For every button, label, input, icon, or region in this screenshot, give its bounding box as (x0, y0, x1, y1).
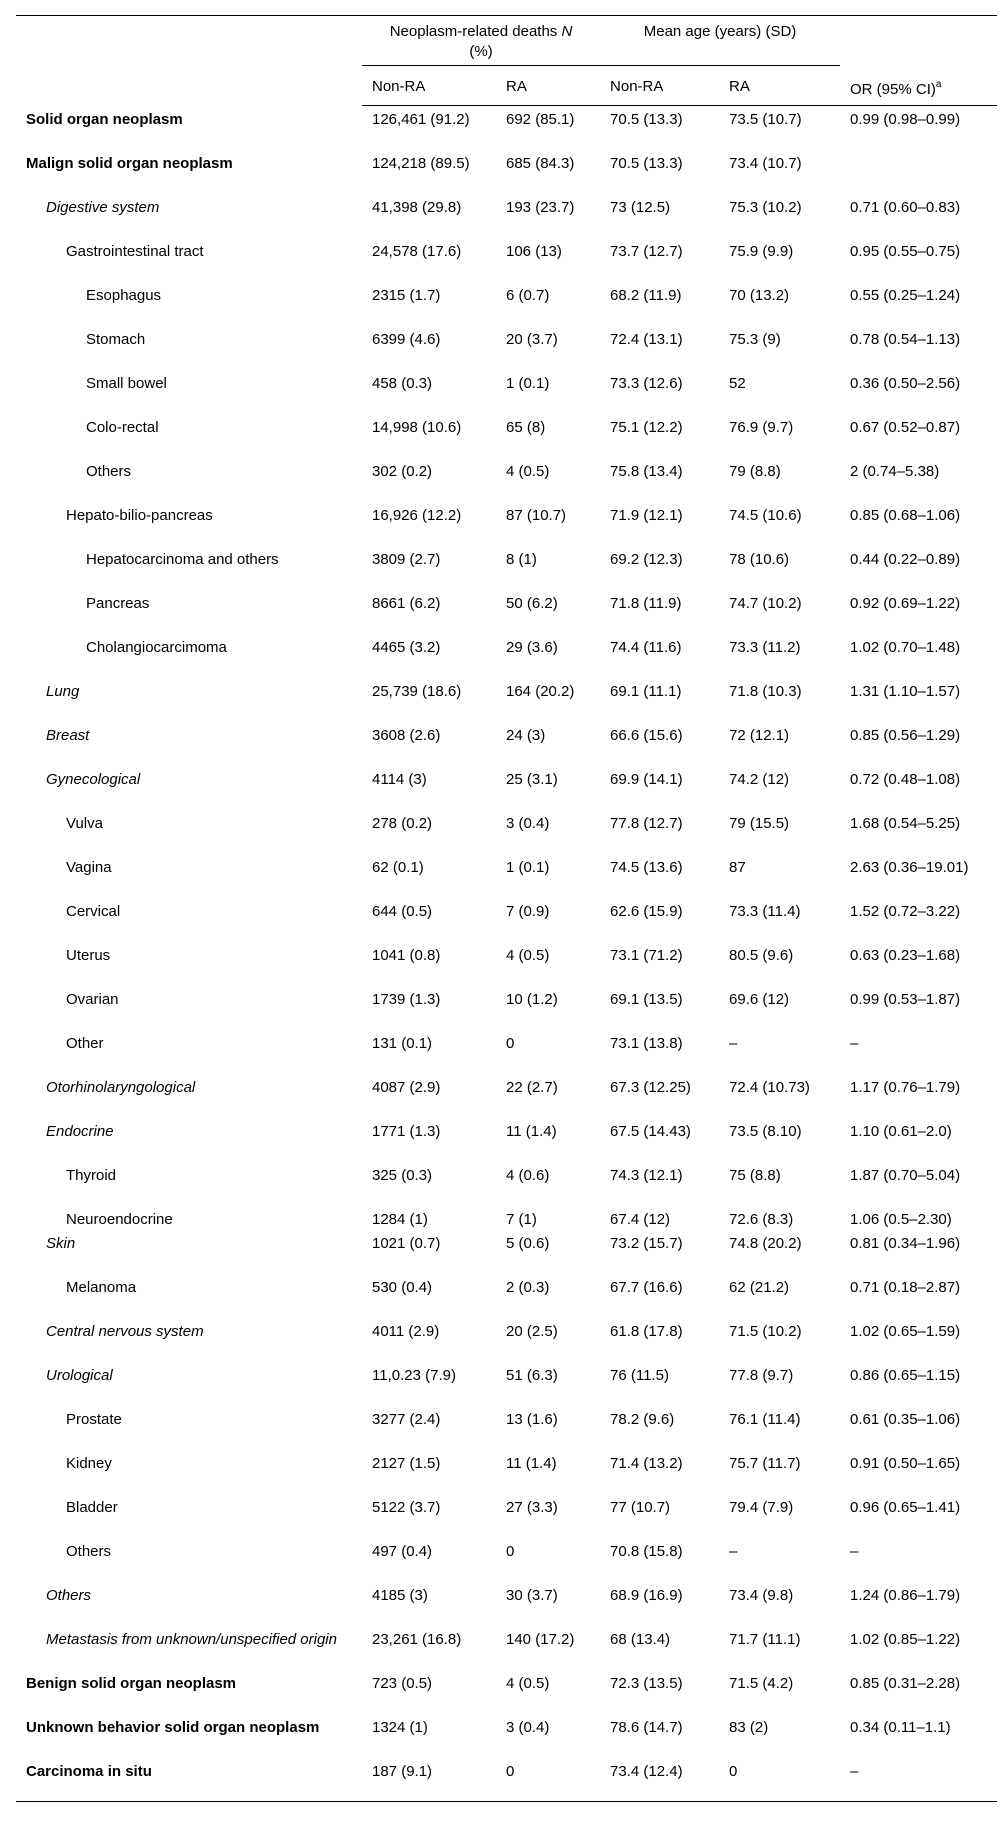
row-label: Digestive system (46, 198, 160, 216)
age-nonra-cell: 67.5 (14.43) (610, 1122, 691, 1140)
table-row (16, 1230, 997, 1274)
deaths-ra-cell: 1 (0.1) (506, 858, 550, 876)
or-cell: 0.85 (0.56–1.29) (850, 726, 961, 744)
age-ra-cell: 74.7 (10.2) (729, 594, 802, 612)
or-cell: – (850, 1034, 859, 1052)
deaths-nonra-cell: 6399 (4.6) (372, 330, 441, 348)
deaths-nonra-cell: 16,926 (12.2) (372, 506, 462, 524)
age-ra-cell: – (729, 1034, 738, 1052)
deaths-ra-cell: 4 (0.5) (506, 462, 550, 480)
row-label: Colo-rectal (86, 418, 159, 436)
deaths-nonra-cell: 3608 (2.6) (372, 726, 441, 744)
or-cell: – (840, 1758, 997, 1802)
deaths-nonra-cell: 1324 (1) (372, 1718, 428, 1736)
age-ra-cell: 77.8 (9.7) (729, 1366, 794, 1384)
age-ra-cell: 80.5 (9.6) (729, 946, 794, 964)
deaths-ra-cell: 11 (1.4) (506, 1122, 557, 1140)
age-ra-cell: 71.5 (4.2) (729, 1674, 794, 1692)
or-cell: 1.02 (0.65–1.59) (850, 1322, 961, 1340)
age-ra-cell: 72 (12.1) (729, 726, 790, 744)
table-row (16, 326, 997, 370)
deaths-ra-cell: 87 (10.7) (506, 506, 567, 524)
deaths-ra-cell: 7 (1) (506, 1210, 537, 1228)
or-cell: 1.31 (1.10–1.57) (850, 682, 961, 700)
age-ra-cell: 76.1 (11.4) (729, 1410, 801, 1428)
deaths-ra-cell: 6 (0.7) (506, 286, 550, 304)
table-row (16, 1030, 997, 1074)
deaths-nonra-cell: 1739 (1.3) (372, 990, 441, 1008)
age-ra-cell: 79 (15.5) (729, 814, 790, 832)
age-nonra-cell: 73 (12.5) (610, 198, 671, 216)
table-row (16, 1758, 997, 1802)
deaths-nonra-cell: 723 (0.5) (372, 1674, 433, 1692)
or-cell (840, 150, 997, 194)
row-label: Lung (46, 682, 80, 700)
deaths-nonra-cell: 497 (0.4) (372, 1542, 433, 1560)
table-row (16, 986, 997, 1030)
col-or-footnote-mark: a (935, 79, 942, 90)
table-row (16, 458, 997, 502)
row-label: Prostate (66, 1410, 122, 1428)
row-label: Gynecological (46, 770, 141, 788)
deaths-ra-cell: 29 (3.6) (506, 638, 558, 656)
or-cell: 0.91 (0.50–1.65) (850, 1454, 961, 1472)
deaths-nonra-cell: 126,461 (91.2) (372, 111, 470, 128)
age-ra-cell: 69.6 (12) (729, 990, 790, 1008)
age-nonra-cell: 61.8 (17.8) (610, 1322, 683, 1340)
row-label: Others (86, 462, 132, 480)
age-ra-cell: 74.2 (12) (729, 770, 790, 788)
age-ra-cell: 75.7 (11.7) (729, 1454, 801, 1472)
table-row (16, 766, 997, 810)
row-label: Metastasis from unknown/unspecified origin (46, 1630, 337, 1648)
deaths-ra-cell: 65 (8) (506, 418, 546, 436)
age-nonra-cell: 77 (10.7) (610, 1498, 671, 1516)
deaths-nonra-cell: 4185 (3) (372, 1586, 428, 1604)
age-nonra-cell: 69.9 (14.1) (610, 770, 683, 788)
age-ra-cell: 75.9 (9.9) (729, 242, 794, 260)
row-label: Bladder (66, 1498, 118, 1516)
age-nonra-cell: 73.1 (13.8) (610, 1034, 683, 1052)
table-row (16, 898, 997, 942)
age-ra-cell: 83 (2) (729, 1718, 769, 1736)
table-row (16, 546, 997, 590)
row-label: Pancreas (86, 594, 150, 612)
or-cell: 2 (0.74–5.38) (850, 462, 940, 480)
table-row (16, 1274, 997, 1318)
deaths-nonra-cell: 131 (0.1) (372, 1034, 433, 1052)
table-row (16, 194, 997, 238)
age-nonra-cell: 77.8 (12.7) (610, 814, 683, 832)
table-row (16, 634, 997, 678)
deaths-ra-cell: 4 (0.5) (506, 1674, 550, 1692)
table-row (16, 238, 997, 282)
table-body (16, 106, 997, 1802)
table-row (16, 590, 997, 634)
or-cell: 0.67 (0.52–0.87) (850, 418, 961, 436)
age-nonra-cell: 75.1 (12.2) (610, 418, 683, 436)
row-label: Hepato-bilio-pancreas (66, 506, 213, 524)
deaths-nonra-cell: 11,0.23 (7.9) (372, 1366, 456, 1384)
deaths-ra-cell: 11 (1.4) (506, 1454, 557, 1472)
deaths-ra-cell: 140 (17.2) (506, 1630, 575, 1648)
table-row (16, 1670, 997, 1714)
row-label: Skin (46, 1234, 76, 1252)
deaths-ra-cell: 0 (506, 1542, 515, 1560)
deaths-nonra-cell: 62 (0.1) (372, 858, 424, 876)
age-ra-cell: 73.3 (11.4) (729, 902, 801, 920)
deaths-nonra-cell: 187 (9.1) (362, 1758, 496, 1802)
table-row (16, 282, 997, 326)
age-nonra-cell: 66.6 (15.6) (610, 726, 683, 744)
row-label: Kidney (66, 1454, 112, 1472)
table-row (16, 502, 997, 546)
age-ra-cell: 70 (13.2) (729, 286, 790, 304)
age-group-header (600, 16, 840, 66)
deaths-ra-cell: 164 (20.2) (506, 682, 575, 700)
row-label: Uterus (66, 946, 111, 964)
deaths-ra-cell: 20 (3.7) (506, 330, 558, 348)
or-cell: 1.24 (0.86–1.79) (850, 1586, 961, 1604)
deaths-ra-cell: 20 (2.5) (506, 1322, 558, 1340)
or-cell: – (850, 1542, 859, 1560)
deaths-ra-cell: 25 (3.1) (506, 770, 558, 788)
age-nonra-cell: 69.1 (11.1) (610, 682, 682, 700)
row-label: Small bowel (86, 374, 167, 392)
or-cell: 0.96 (0.65–1.41) (850, 1498, 961, 1516)
deaths-nonra-cell: 5122 (3.7) (372, 1498, 441, 1516)
header-label-blank (16, 66, 362, 106)
age-ra-cell: – (729, 1542, 738, 1560)
table-row (16, 1714, 997, 1758)
deaths-nonra-cell: 1021 (0.7) (372, 1234, 441, 1252)
table-row (16, 1626, 997, 1670)
deaths-ra-cell: 7 (0.9) (506, 902, 550, 920)
row-label: Other (66, 1034, 104, 1052)
or-group-blank (840, 16, 997, 66)
age-nonra-cell: 76 (11.5) (610, 1366, 669, 1384)
deaths-nonra-cell: 325 (0.3) (372, 1166, 433, 1184)
deaths-ra-cell: 30 (3.7) (506, 1586, 558, 1604)
age-ra-cell: 62 (21.2) (729, 1278, 790, 1296)
deaths-ra-cell: 1 (0.1) (506, 374, 550, 392)
deaths-ra-cell: 24 (3) (506, 726, 546, 744)
or-cell: 1.68 (0.54–5.25) (850, 814, 961, 832)
age-ra-cell: 78 (10.6) (729, 550, 790, 568)
row-label: Solid organ neoplasm (26, 110, 183, 128)
or-cell: 0.72 (0.48–1.08) (850, 770, 961, 788)
age-nonra-cell: 70.5 (13.3) (610, 111, 683, 128)
deaths-nonra-cell: 1041 (0.8) (372, 946, 441, 964)
table-row (16, 1118, 997, 1162)
age-ra-cell: 71.7 (11.1) (729, 1630, 801, 1648)
deaths-nonra-cell: 530 (0.4) (372, 1278, 433, 1296)
deaths-ra-cell: 22 (2.7) (506, 1078, 558, 1096)
age-nonra-cell: 68.9 (16.9) (610, 1586, 683, 1604)
or-cell: 0.34 (0.11–1.1) (850, 1718, 951, 1736)
age-nonra-cell: 67.7 (16.6) (610, 1278, 683, 1296)
table-row (16, 678, 997, 722)
table-row (16, 1450, 997, 1494)
age-ra-cell: 0 (719, 1758, 840, 1802)
deaths-nonra-cell: 14,998 (10.6) (372, 418, 462, 436)
table-row (16, 722, 997, 766)
or-cell: 1.02 (0.70–1.48) (850, 638, 961, 656)
age-ra-cell: 74.5 (10.6) (729, 506, 802, 524)
or-cell: 0.78 (0.54–1.13) (850, 330, 961, 348)
deaths-group-label: Neoplasm-related deaths (389, 23, 558, 40)
deaths-nonra-cell: 8661 (6.2) (372, 594, 441, 612)
table-row (16, 810, 997, 854)
table-row (16, 1206, 997, 1230)
age-nonra-cell: 73.3 (12.6) (610, 374, 683, 392)
age-nonra-cell: 74.3 (12.1) (610, 1166, 683, 1184)
deaths-ra-cell: 51 (6.3) (506, 1366, 558, 1384)
deaths-nonra-cell: 24,578 (17.6) (372, 242, 462, 260)
table-row (16, 1538, 997, 1582)
age-group-label: Mean age (years) (SD) (643, 23, 797, 40)
age-ra-cell: 74.8 (20.2) (729, 1234, 802, 1252)
deaths-nonra-cell: 4114 (3) (372, 770, 427, 788)
deaths-nonra-cell: 2127 (1.5) (372, 1454, 441, 1472)
age-ra-cell: 79.4 (7.9) (729, 1498, 794, 1516)
or-cell: 1.52 (0.72–3.22) (850, 902, 961, 920)
row-label: Gastrointestinal tract (66, 242, 204, 260)
deaths-ra-cell: 0 (506, 1034, 515, 1052)
deaths-nonra-cell: 302 (0.2) (372, 462, 433, 480)
row-label: Esophagus (86, 286, 162, 304)
age-nonra-cell: 69.2 (12.3) (610, 550, 683, 568)
table-row (16, 1318, 997, 1362)
or-cell: 0.36 (0.50–2.56) (850, 374, 961, 392)
or-cell: 0.95 (0.55–0.75) (850, 242, 961, 260)
deaths-ra-cell: 4 (0.5) (506, 946, 550, 964)
neoplasm-deaths-table (16, 15, 997, 1802)
table-row (16, 1362, 997, 1406)
deaths-ra-cell: 3 (0.4) (506, 1718, 550, 1736)
deaths-ra-cell: 685 (84.3) (506, 154, 575, 172)
age-nonra-cell: 72.4 (13.1) (610, 330, 683, 348)
deaths-group-header (362, 16, 600, 66)
deaths-nonra-cell: 3809 (2.7) (372, 550, 441, 568)
table-row (16, 150, 997, 194)
row-label: Unknown behavior solid organ neoplasm (26, 1718, 320, 1736)
col-age-nonra: Non-RA (600, 66, 719, 106)
age-ra-cell: 73.4 (9.8) (729, 1586, 794, 1604)
row-label: Stomach (86, 330, 146, 348)
or-cell: 0.99 (0.53–1.87) (850, 990, 961, 1008)
deaths-nonra-cell: 278 (0.2) (372, 814, 433, 832)
age-nonra-cell: 71.4 (13.2) (610, 1454, 683, 1472)
age-nonra-cell: 62.6 (15.9) (610, 902, 683, 920)
deaths-nonra-cell: 1284 (1) (372, 1210, 428, 1228)
row-label: Breast (46, 726, 90, 744)
col-age-ra: RA (719, 66, 840, 106)
table-row (16, 1406, 997, 1450)
deaths-nonra-cell: 1771 (1.3) (372, 1122, 441, 1140)
deaths-nonra-cell: 23,261 (16.8) (372, 1630, 462, 1648)
deaths-ra-cell: 4 (0.6) (506, 1166, 550, 1184)
age-nonra-cell: 67.3 (12.25) (610, 1078, 691, 1096)
or-cell: 1.87 (0.70–5.04) (850, 1166, 961, 1184)
or-cell: 1.06 (0.5–2.30) (850, 1210, 952, 1228)
age-nonra-cell: 75.8 (13.4) (610, 462, 683, 480)
or-cell: 0.85 (0.31–2.28) (850, 1674, 961, 1692)
age-ra-cell: 73.5 (10.7) (729, 111, 802, 128)
col-or-label: OR (95% CI) (850, 81, 936, 98)
or-cell: 0.81 (0.34–1.96) (850, 1234, 961, 1252)
age-nonra-cell: 72.3 (13.5) (610, 1674, 683, 1692)
or-cell: 1.17 (0.76–1.79) (850, 1078, 961, 1096)
row-label: Carcinoma in situ (16, 1758, 362, 1802)
age-ra-cell: 75 (8.8) (729, 1166, 781, 1184)
deaths-nonra-cell: 2315 (1.7) (372, 286, 441, 304)
deaths-group-n: N (561, 23, 573, 40)
deaths-nonra-cell: 4011 (2.9) (372, 1322, 440, 1340)
table-row (16, 1582, 997, 1626)
row-label: Neuroendocrine (66, 1210, 173, 1228)
table-row (16, 1494, 997, 1538)
age-nonra-cell: 69.1 (13.5) (610, 990, 683, 1008)
row-label: Otorhinolaryngological (46, 1078, 196, 1096)
or-cell: 2.63 (0.36–19.01) (850, 858, 969, 876)
deaths-nonra-cell: 41,398 (29.8) (372, 198, 462, 216)
age-nonra-cell: 71.9 (12.1) (610, 506, 683, 524)
deaths-ra-cell: 193 (23.7) (506, 198, 575, 216)
deaths-nonra-cell: 4087 (2.9) (372, 1078, 441, 1096)
age-ra-cell: 79 (8.8) (729, 462, 781, 480)
deaths-nonra-cell: 3277 (2.4) (372, 1410, 441, 1428)
deaths-ra-cell: 0 (496, 1758, 600, 1802)
age-ra-cell: 87 (729, 858, 746, 876)
deaths-ra-cell: 106 (13) (506, 242, 562, 260)
deaths-nonra-cell: 124,218 (89.5) (372, 154, 470, 172)
age-nonra-cell: 67.4 (12) (610, 1210, 671, 1228)
deaths-ra-cell: 2 (0.3) (506, 1278, 550, 1296)
or-cell: 0.92 (0.69–1.22) (850, 594, 961, 612)
deaths-nonra-cell: 25,739 (18.6) (372, 682, 462, 700)
age-nonra-cell: 73.7 (12.7) (610, 242, 683, 260)
age-nonra-cell: 71.8 (11.9) (610, 594, 682, 612)
col-or (840, 66, 997, 106)
or-cell: 0.86 (0.65–1.15) (850, 1366, 961, 1384)
age-nonra-cell: 73.4 (12.4) (600, 1758, 719, 1802)
age-ra-cell: 75.3 (9) (729, 330, 781, 348)
group-header-row (16, 16, 997, 66)
deaths-ra-cell: 3 (0.4) (506, 814, 550, 832)
row-label: Benign solid organ neoplasm (26, 1674, 237, 1692)
deaths-group-pct: (%) (469, 43, 493, 60)
age-ra-cell: 76.9 (9.7) (729, 418, 794, 436)
row-label: Cholangiocarcimoma (86, 638, 227, 656)
deaths-ra-cell: 50 (6.2) (506, 594, 558, 612)
or-cell: 0.55 (0.25–1.24) (850, 286, 961, 304)
age-nonra-cell: 70.8 (15.8) (610, 1542, 683, 1560)
age-nonra-cell: 78.2 (9.6) (610, 1410, 675, 1428)
table-row (16, 414, 997, 458)
table-row (16, 106, 997, 150)
age-ra-cell: 73.4 (10.7) (729, 154, 802, 172)
or-cell: 1.02 (0.85–1.22) (850, 1630, 961, 1648)
age-ra-cell: 73.3 (11.2) (729, 638, 801, 656)
row-label: Central nervous system (46, 1322, 204, 1340)
or-cell: 0.61 (0.35–1.06) (850, 1410, 961, 1428)
age-ra-cell: 72.6 (8.3) (729, 1210, 794, 1228)
row-label: Endocrine (46, 1122, 114, 1140)
row-label: Thyroid (66, 1166, 117, 1184)
age-nonra-cell: 68 (13.4) (610, 1630, 671, 1648)
age-ra-cell: 72.4 (10.73) (729, 1078, 810, 1096)
row-label: Others (46, 1586, 92, 1604)
deaths-nonra-cell: 644 (0.5) (372, 902, 433, 920)
deaths-ra-cell: 5 (0.6) (506, 1234, 550, 1252)
age-ra-cell: 71.5 (10.2) (729, 1322, 802, 1340)
neoplasm-deaths-table-container (16, 15, 997, 1802)
column-header-row (16, 66, 997, 106)
deaths-ra-cell: 692 (85.1) (506, 111, 575, 128)
row-label: Others (66, 1542, 112, 1560)
header-blank-cell (16, 16, 362, 66)
or-cell: 0.44 (0.22–0.89) (850, 550, 961, 568)
table-row (16, 1162, 997, 1206)
age-nonra-cell: 74.5 (13.6) (610, 858, 683, 876)
table-row (16, 1074, 997, 1118)
row-label: Vagina (66, 858, 112, 876)
age-ra-cell: 52 (729, 374, 746, 392)
or-cell: 0.71 (0.60–0.83) (850, 198, 961, 216)
age-nonra-cell: 78.6 (14.7) (610, 1718, 683, 1736)
deaths-ra-cell: 10 (1.2) (506, 990, 558, 1008)
or-cell: 0.85 (0.68–1.06) (850, 506, 961, 524)
deaths-nonra-cell: 458 (0.3) (372, 374, 433, 392)
row-label: Hepatocarcinoma and others (86, 550, 279, 568)
row-label: Melanoma (66, 1278, 137, 1296)
table-row (16, 854, 997, 898)
age-nonra-cell: 73.1 (71.2) (610, 946, 683, 964)
deaths-nonra-cell: 4465 (3.2) (372, 638, 441, 656)
age-nonra-cell: 74.4 (11.6) (610, 638, 682, 656)
row-label: Cervical (66, 902, 121, 920)
row-label: Malign solid organ neoplasm (26, 154, 233, 172)
age-nonra-cell: 70.5 (13.3) (610, 154, 683, 172)
age-ra-cell: 73.5 (8.10) (729, 1122, 802, 1140)
col-deaths-ra: RA (496, 66, 600, 106)
deaths-ra-cell: 27 (3.3) (506, 1498, 558, 1516)
table-row (16, 942, 997, 986)
deaths-ra-cell: 13 (1.6) (506, 1410, 558, 1428)
or-cell: 0.71 (0.18–2.87) (850, 1278, 961, 1296)
age-ra-cell: 71.8 (10.3) (729, 682, 802, 700)
or-cell: 1.10 (0.61–2.0) (850, 1122, 952, 1140)
row-label: Vulva (66, 814, 103, 832)
age-nonra-cell: 73.2 (15.7) (610, 1234, 683, 1252)
col-deaths-nonra: Non-RA (362, 66, 496, 106)
row-label: Urological (46, 1366, 113, 1384)
age-ra-cell: 75.3 (10.2) (729, 198, 802, 216)
table-row (16, 370, 997, 414)
age-nonra-cell: 68.2 (11.9) (610, 286, 682, 304)
row-label: Ovarian (66, 990, 119, 1008)
deaths-ra-cell: 8 (1) (506, 550, 537, 568)
or-cell: 0.99 (0.98–0.99) (850, 111, 961, 128)
or-cell: 0.63 (0.23–1.68) (850, 946, 961, 964)
